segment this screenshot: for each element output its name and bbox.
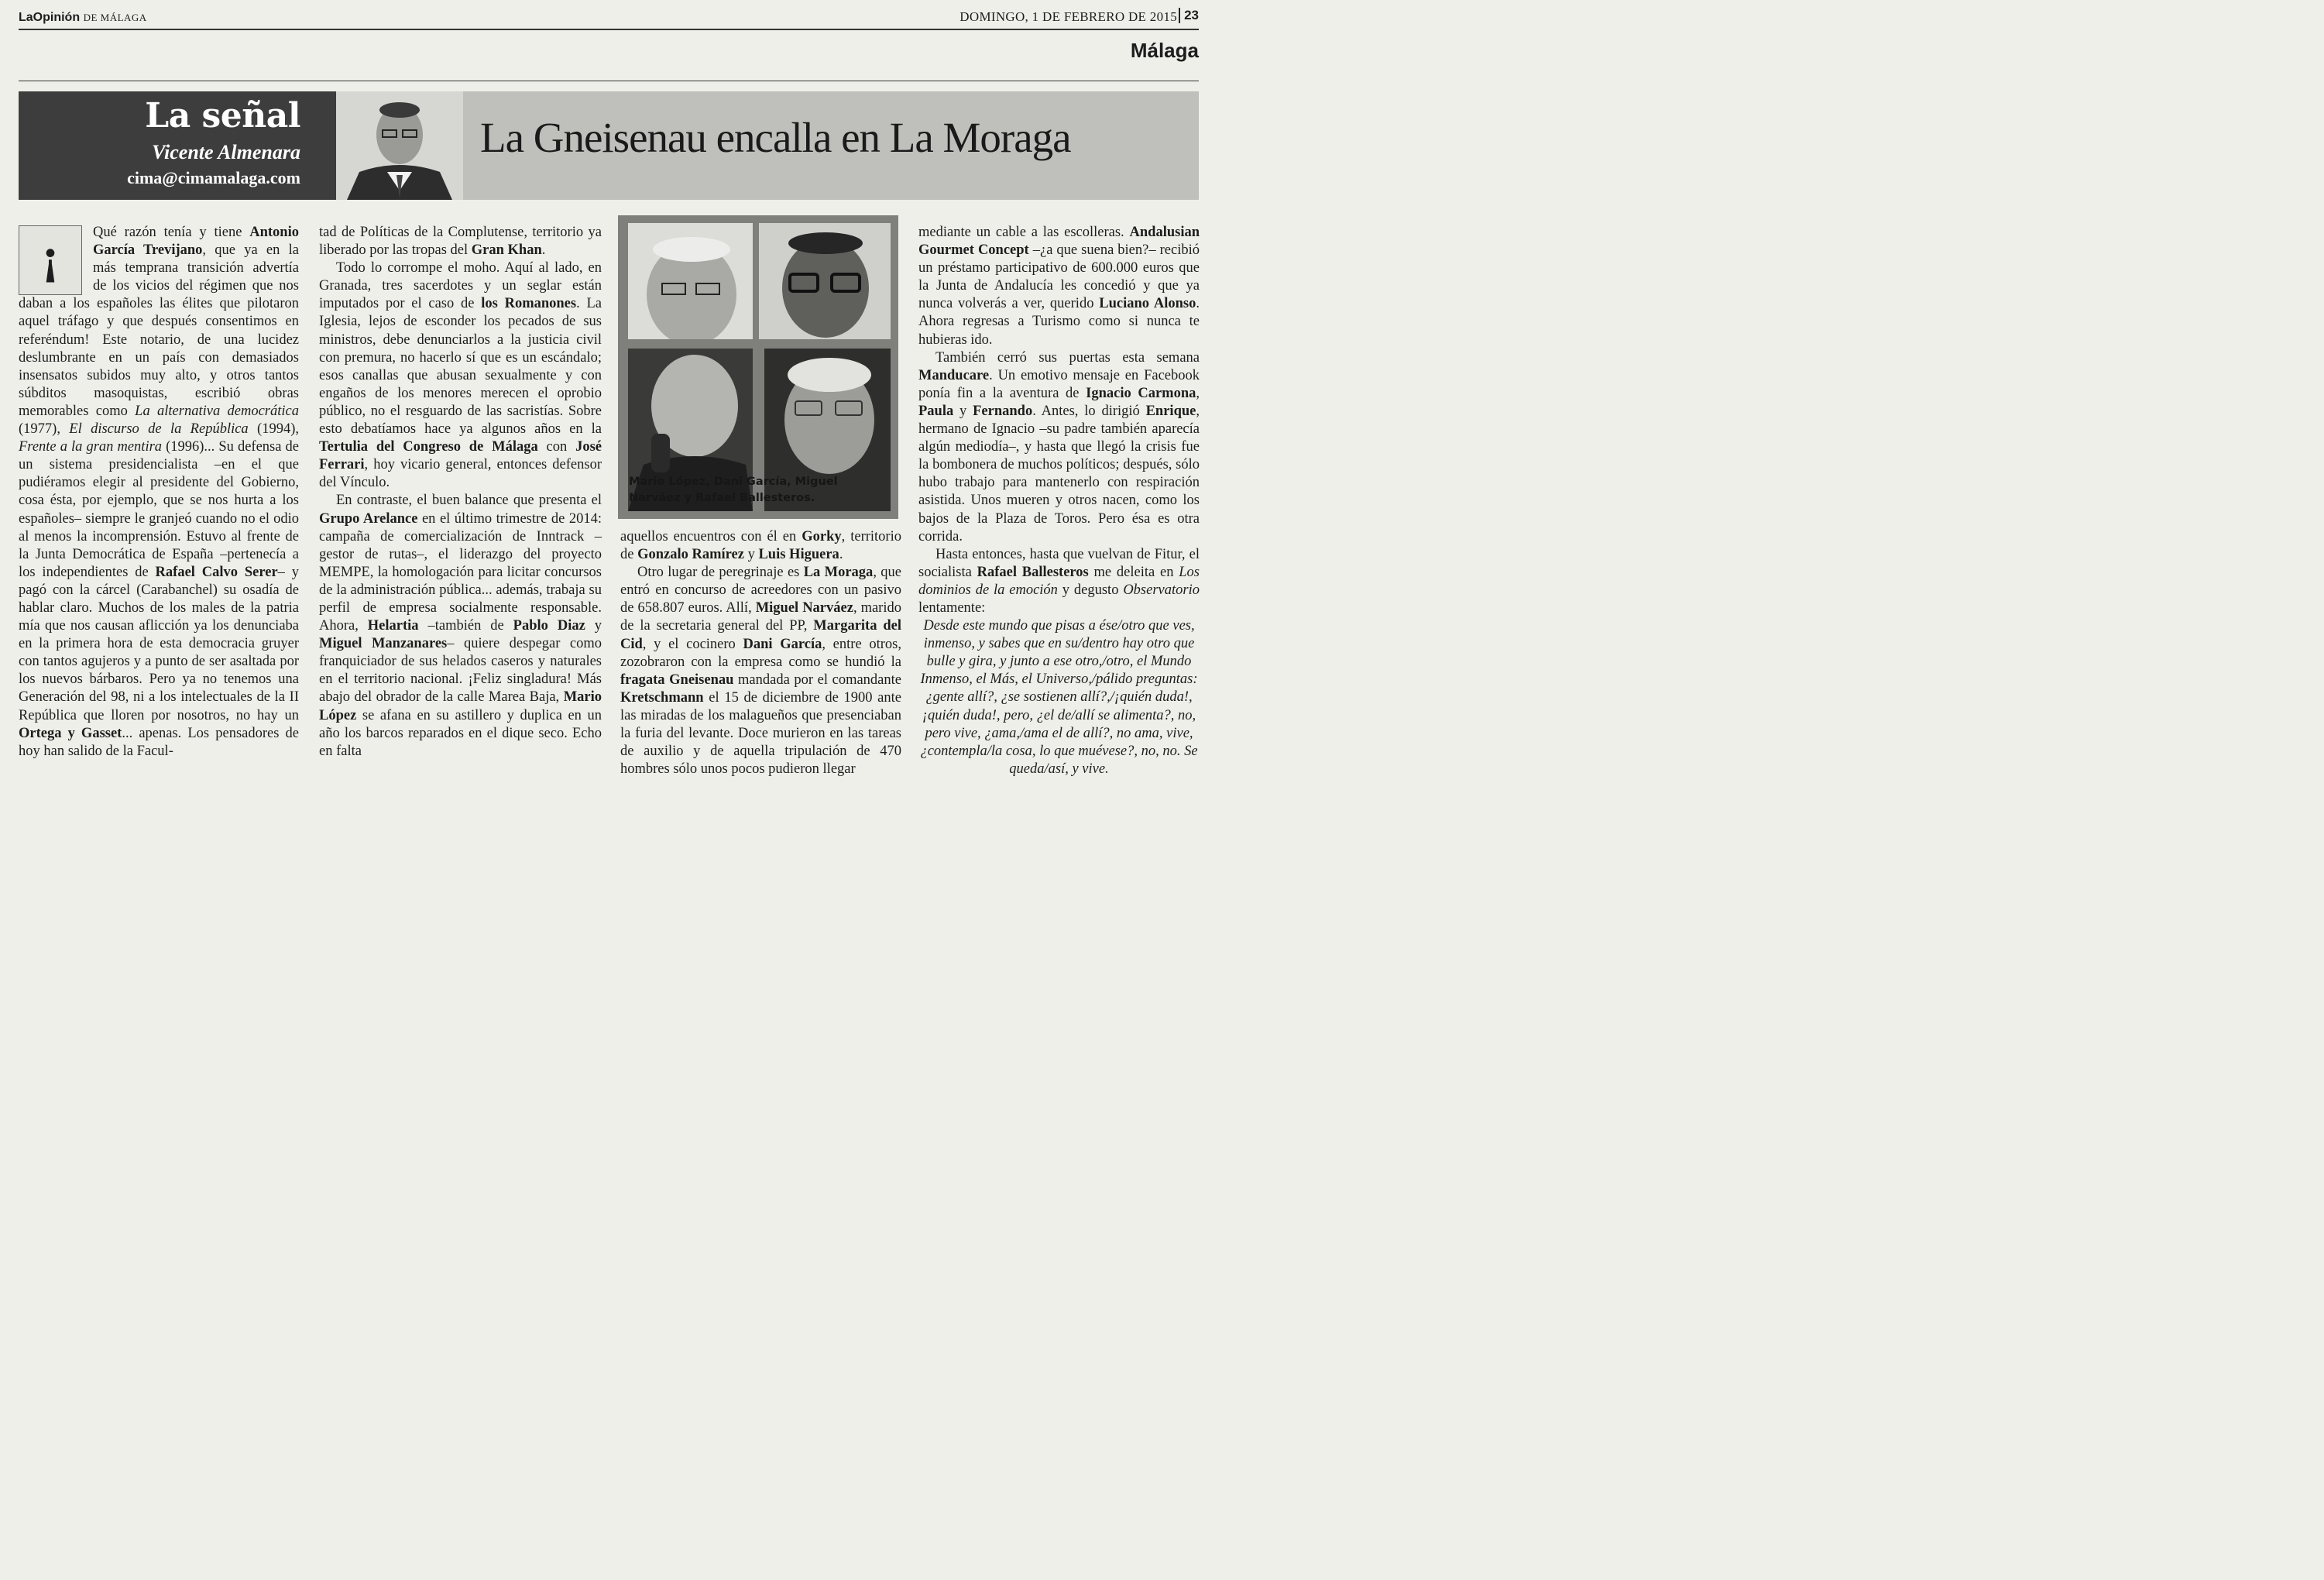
person-name: José Ferrari: [319, 439, 602, 473]
text-run: con: [537, 439, 576, 455]
person-name: Margarita del Cid: [620, 618, 902, 652]
text-run: Hasta entonces, hasta que vuelvan de Fitur, el socialista: [918, 546, 1200, 580]
text-run: se afana en su astillero y duplica en un año los barcos reparados en el dique seco. Echo en falta: [319, 707, 602, 759]
logo-city: DE MÁLAGA: [83, 12, 147, 23]
text-column-2: [319, 224, 602, 761]
photo-caption: Mario López, Dani García, Miguel Narváez y Rafael Ballesteros.: [629, 476, 838, 504]
text-column-3: [620, 528, 901, 778]
column-name: La señal: [145, 96, 300, 136]
text-run: mediante un cable a las escolleras.: [918, 225, 1130, 240]
text-run: me deleita en: [1088, 564, 1179, 580]
article-headline: La Gneisenau encalla en La Moraga: [480, 114, 1071, 161]
author-email: cima@cimamalaga.com: [127, 168, 300, 187]
text-run: , territorio de: [620, 529, 901, 563]
text-run: , y el cocinero: [642, 636, 743, 652]
text-run: ,: [1196, 385, 1200, 401]
text-run: Otro lugar de peregrinaje es: [637, 565, 804, 581]
text-run: .: [839, 547, 843, 563]
newspaper-logo: [19, 11, 147, 25]
highlight-name: fragata Gneisenau: [620, 672, 734, 688]
text-run: . Ahora regresas a Turismo como si nunca te hubieras ido.: [918, 296, 1200, 348]
text-run: – quiere despegar como franquiciador de sus helados caseros y naturales en el territorio nacional. ¡Feliz singladura! Más abajo del obrador de la calle Marea Baja,: [319, 636, 602, 706]
person-name: Pablo Diaz: [513, 618, 585, 634]
book-title: Frente a la gran mentira: [19, 439, 163, 455]
text-run: mandada por el comandante: [733, 672, 901, 688]
text-run: , que entró en concurso de acreedores con un pasivo de 658.807 euros. Allí,: [620, 565, 901, 617]
person-name: Mario López: [319, 689, 602, 723]
text-run: – y pagó con la cárcel (Carabanchel) su osadía de hablar claro. Muchos de los males de la patria mía que nos causan aflicción ya los denunciaba en la primera hora de esta democracia gruyer con tantos agujeros y a punto de ser asaltada por los nuevos bárbaros. Pero ya no tenemos una Generación del 98, ni a los intelectuales de la II República que lloren por nosotros, no hay un: [19, 564, 299, 723]
drop-cap-letter: ¡: [40, 232, 60, 285]
book-title: La alternativa democrática: [135, 403, 299, 419]
text-run: –¿a que suena bien?– recibió un préstamo participativo de 600.000 euros que la Junta de Andalucía les concedió y que ya nunca volverás a ver, querido: [918, 242, 1200, 312]
text-run: . La Iglesia, lejos de esconder los pecados de sus ministros, debe denunciarlos a la justicia civil con premura, no hacerlo sí que es un escándalo; esos canallas que abusan sexualmente y con engaños de los menores merecen el oprobio público, no el resguardo de las sacristías. Sobre esto debatíamos hace ya algunos años en la: [319, 296, 602, 438]
text-run: . Antes, lo dirigió: [1032, 403, 1146, 419]
issue-date: DOMINGO, 1 DE FEBRERO DE 2015: [959, 9, 1177, 24]
highlight-name: La Moraga: [803, 565, 874, 581]
person-name: Paula: [918, 403, 954, 419]
text-run: (1977),: [19, 421, 70, 438]
highlight-name: Tertulia del Congreso de Málaga: [319, 439, 538, 455]
text-run: , hermano de Ignacio –su padre también aparecía algún mediodía–, y hasta que llegó la crisis fue la bombonera de muchos políticos; después, sólo hubo trabajo para mantenerlo con respiración asistida. Unos mueren y otros nacen, como los bajos de la Plaza de Toros. Pero ésa es otra corrida.: [918, 403, 1200, 544]
text-run: .: [541, 242, 546, 259]
person-name: Miguel Narváez: [755, 600, 853, 617]
text-run: y: [743, 547, 759, 563]
person-name: Enrique: [1145, 403, 1196, 419]
person-name: Ignacio Carmona: [1086, 385, 1196, 401]
person-name: Luciano Alonso: [1099, 296, 1196, 312]
text-run: y: [953, 403, 973, 419]
text-run: aquellos encuentros con él en: [620, 529, 802, 544]
text-run: tad de Políticas de la Complutense, territorio ya liberado por las tropas del: [319, 225, 602, 259]
section-title: Málaga: [1130, 39, 1199, 62]
person-name: Kretschmann: [620, 689, 704, 706]
text-column-1: [19, 224, 299, 761]
person-name: Ortega y Gasset: [19, 725, 122, 741]
book-title: Observatorio: [1123, 582, 1200, 598]
poem-quote: Desde este mundo que pisas a ése/otro que ves, inmenso, y sabes que en su/dentro hay otro que bulle y gira, y junto a ese otro,/otro, el Mundo Inmenso, el Más, el Universo,/pálido preguntas: ¿gente allí?, ¿se sostienen allí?,/¡quién duda!, ¡quién duda!, pero, ¿el de/allí se alimenta?, no, pero vive, ¿ama,/ama el de allí?, no ama, vive, ¿contempla/la cosa, lo que muévese?, no, no. Se queda/así, y vive.: [920, 618, 1198, 777]
highlight-name: Grupo Arelance: [319, 510, 418, 527]
person-name: Fernando: [973, 403, 1033, 419]
author-photo: [336, 91, 463, 200]
text-run: En contraste, el buen balance que presenta el: [336, 493, 602, 509]
text-run: , hoy vicario general, entonces defensor del Vínculo.: [319, 457, 602, 491]
person-name: Miguel Manzanares: [319, 636, 448, 652]
text-run: , que ya en la más temprana transición advertía de los vicios del régimen que nos daban a los españoles las élites que pilotaron aquel tráfago y que después consentimos en referéndum! Este notario, de una lucidez deslumbrante en un país con demasiados insensatos subidos muy alto, y otros tantos súbditos masoquistas, escribió obras memorables como: [19, 242, 299, 419]
text-run: . Un emotivo mensaje en Facebook ponía fin a la aventura de: [918, 367, 1200, 401]
text-run: y degusto: [1057, 582, 1124, 598]
text-run: , entre otros, zozobraron con la empresa como se hundió la: [620, 636, 901, 670]
highlight-name: Gran Khan: [471, 242, 542, 259]
person-name: Antonio García Trevijano: [93, 225, 299, 259]
page-number: 23: [1179, 8, 1199, 23]
text-run: ... apenas. Los pensadores de hoy han salido de la Facul-: [19, 725, 299, 759]
highlight-name: Manducare: [918, 367, 990, 383]
text-column-4: [918, 224, 1200, 778]
book-title: Los dominios de la emoción: [918, 564, 1200, 598]
text-run: , marido de la secretaria general del PP,: [620, 600, 901, 634]
book-title: El discurso de la República: [69, 421, 249, 438]
text-run: Qué razón tenía y tiene: [93, 225, 250, 240]
photo-dani-garcia: [759, 223, 891, 339]
photo-mario-lopez: [628, 223, 753, 339]
highlight-name: Helartia: [367, 618, 419, 634]
text-run: –también de: [418, 618, 513, 634]
text-run: Todo lo corrompe el moho. Aquí al lado, en Granada, tres sacerdotes y un seglar están imputados por el caso de: [319, 260, 602, 312]
person-name: Rafael Calvo Serer: [155, 564, 278, 580]
person-name: Dani García: [743, 636, 822, 652]
text-run: (1994),: [248, 421, 299, 438]
masthead-rule: [19, 29, 1199, 30]
person-name: Gonzalo Ramírez: [637, 547, 744, 563]
highlight-name: los Romanones: [481, 296, 577, 312]
text-run: el 15 de diciembre de 1900 ante las miradas de los malagueños que presenciaban la furia del levante. Doce murieron en las tareas de auxilio y de aquella tripulación de 470 hombres sólo unos pocos pudieron llegar: [620, 689, 901, 778]
text-run: (1996)... Su defensa de un sistema presidencialista –en el que pudiéramos elegir al presidente del Gobierno, cosa ésta, por ejemplo, que se nos hurta a los españoles– siempre le granjeó cuando no el odio al menos la incomprensión. Estuvo al frente de la Junta Democrática de España –pertenecía a los independientes de: [19, 439, 299, 580]
logo-opinion: Opinión: [33, 11, 81, 24]
person-name: Luis Higuera: [758, 547, 839, 563]
text-run: También cerró sus puertas esta semana: [935, 349, 1200, 366]
highlight-name: Andalusian Gourmet Concept: [918, 225, 1200, 259]
text-run: en el último trimestre de 2014: campaña de comercialización de Inntrack –gestor de rutas–, el liderazgo del proyecto MEMPE, la homologación para licitar concursos de la administración pública... además, trabaja su perfil de empresa socialmente responsable. Ahora,: [319, 510, 602, 634]
text-run: y: [585, 618, 602, 634]
highlight-name: Gorky: [802, 529, 842, 544]
text-run: lentamente:: [918, 599, 986, 616]
author-name: Vicente Almenara: [152, 141, 300, 163]
person-name: Rafael Ballesteros: [977, 564, 1089, 580]
logo-la: La: [19, 11, 33, 24]
